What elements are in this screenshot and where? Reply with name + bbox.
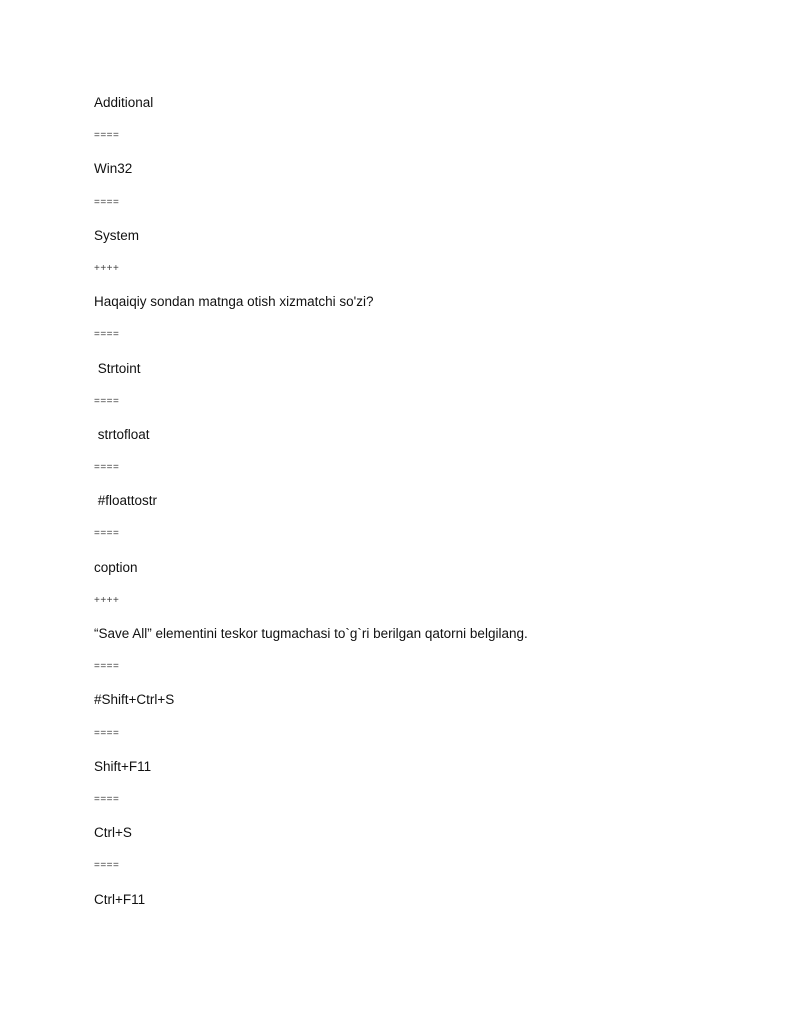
- document-body: [94, 94, 734, 924]
- answer-option: Strtoint: [94, 360, 141, 376]
- separator-line: ====: [94, 727, 120, 739]
- answer-option-correct: #Shift+Ctrl+S: [94, 692, 175, 708]
- separator-line: ====: [94, 196, 120, 208]
- separator-line: ====: [94, 130, 120, 142]
- question-separator-line: ++++: [94, 262, 120, 274]
- text-line: Win32: [94, 161, 133, 177]
- answer-option: Ctrl+F11: [94, 891, 146, 907]
- answer-option-correct: #floattostr: [94, 493, 158, 509]
- question-text: Haqaiqiy sondan matnga otish xizmatchi so'zi?: [94, 294, 374, 310]
- question-text: “Save All” elementini teskor tugmachasi to`g`ri berilgan qatorni belgilang.: [94, 626, 528, 641]
- separator-line: ====: [94, 395, 120, 407]
- question-separator-line: ++++: [94, 594, 120, 606]
- text-line: System: [94, 227, 140, 243]
- answer-option: coption: [94, 559, 138, 575]
- separator-line: ====: [94, 661, 120, 673]
- separator-line: ====: [94, 793, 120, 805]
- separator-line: ====: [94, 329, 120, 341]
- separator-line: ====: [94, 528, 120, 540]
- separator-line: ====: [94, 860, 120, 872]
- answer-option: Shift+F11: [94, 758, 152, 774]
- text-line: Additional: [94, 95, 154, 110]
- answer-option: strtofloat: [94, 426, 150, 442]
- answer-option: Ctrl+S: [94, 825, 132, 841]
- separator-line: ====: [94, 462, 120, 474]
